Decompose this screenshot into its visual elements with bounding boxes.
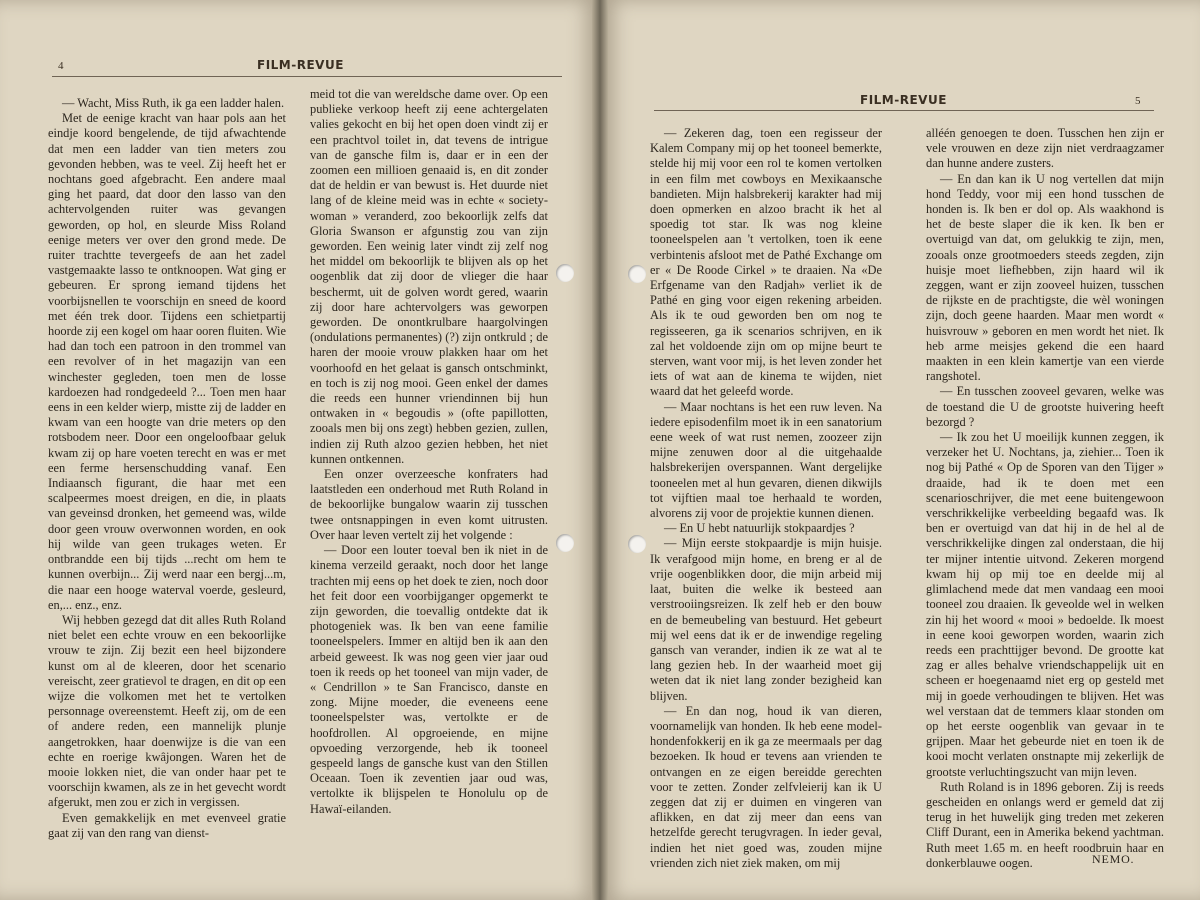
paragraph: — Wacht, Miss Ruth, ik ga een ladder halen.	[62, 96, 285, 110]
paragraph: Wij hebben gezegd dat dit alles Ruth Roland niet belet een echte vrouw en een bekoorlijke vrouw te zijn. Zij bezit een heel bijzondere kunst om al de kleeren, door het scenario vereischt, zeer gratievol te dragen, en dit op een wijze die volkomen met het te vertolken personnage overeenstemt. Heeft zij, om de een of andere reden, een mannelijk plunje aangetrokken, haar doenwijze is die van een echte en roerige kwâjongen. Waren het de mooie lokken niet, die van onder haar pet te voorschijn kwamen, als ze in het gevecht wordt afgerukt, men zou er zich in vergissen.	[48, 612, 286, 810]
punch-hole	[556, 264, 574, 282]
binding-gutter	[592, 0, 608, 900]
page-header: FILM-REVUE	[860, 93, 947, 107]
paragraph: Een onzer overzeesche konfraters had laatstleden een onderhoud met Ruth Roland in de bekoorlijke bungalow waarin zij tusschen twee ontsnappingen in even komt uitrusten. Over haar leven vertelt zij het volgende :	[310, 467, 548, 542]
paragraph: — En dan nog, houd ik van dieren, voornamelijk van honden. Ik heb eene model-hondenfokkerij en ik ga ze meermaals per dag bezoeken. Ik houd er tevens aan vrienden te ontvangen en ze eigen bereidde gerechten voor te zetten. Zonder zelfvleierij kan ik U zeggen dat zij er duimen en vingeren van aflikken, en dat zij meer dan eens van hetzelfde gerecht terugvragen. In ieder geval, indien het niet goed was, zouden mijne vrienden zich niet ziek maken, om mij	[650, 703, 882, 870]
right-column-1	[650, 126, 882, 871]
paragraph: — Door een louter toeval ben ik niet in de kinema verzeild geraakt, noch door het lange trachten mij eens op het doek te zien, noch door het feit door een voorbijganger opgemerkt te zijn geworden, die toevallig ontdekte dat ik photogeniek was. Ik ben van eene familie tooneelspelers. Immer en altijd ben ik aan den arbeid geweest. Ik was nog geen vier jaar oud toen ik reeds op het tooneel van mijn vader, de « Cendrillon » te San Francisco, danste en zong. Mijne moeder, die eveneens eene tooneelspelster was, vertolkte er de hoofdrollen. Al opgroeiende, en mijne opvoeding verzorgende, heb ik tooneel gespeeld langs de gansche kust van den Stillen Oceaan. Toen ik zeventien jaar oud was, vertolkte ik blijspelen te Honolulu op de Hawaï-eilanden.	[310, 543, 548, 816]
page-number: 5	[1135, 95, 1141, 107]
paragraph: Even gemakkelijk en met evenveel gratie gaat zij van den rang van dienst-	[48, 810, 286, 840]
page-header: FILM-REVUE	[257, 58, 344, 72]
right-column-2	[926, 126, 1164, 871]
paragraph: — Maar nochtans is het een ruw leven. Na iedere episodenfilm moet ik in een sanatorium eene week of wat rust nemen, zoozeer zijn mijne zenuwen door al die uitgehaalde halsbrekerijen overspannen. Want dergelijke tooneelen met al hun gevaren, dienen dikwijls tot vijftien maal toe herhaald te worden, alvorens zij voor de projektie kunnen dienen.	[650, 399, 882, 521]
paragraph: alléén genoegen te doen. Tusschen hen zijn er vele vrouwen en deze zijn niet verdraagzamer dan hunne andere zusters.	[926, 126, 1164, 171]
left-column-2	[310, 87, 548, 817]
paragraph: — En dan kan ik U nog vertellen dat mijn hond Teddy, voor mij een hond tusschen de honden is. Ik ben er dol op. Als waakhond is het de beste slaper die ik ken. Ik ben er overtuigd van dat, om gelukkig te zijn, men, zooals onze grootmoeders steeds zegden, zijn huisje moet liefhebben, zijn haard wil ik zeggen, want er zijn zooveel huizen, tusschen de rijkste en de prachtigste, die wèl woningen zijn, doch geene haarden. Maar men wordt « huisvrouw » geboren en men wordt het niet. Ik heb arme meisjes gekend die een haard maakten in een klein kamertje van een vierde rangshotel.	[926, 171, 1164, 384]
paragraph: Ruth Roland is in 1896 geboren. Zij is reeds gescheiden en onlangs werd er gemeld dat zij terug in het huwelijk ging treden met zekeren Cliff Durant, een in Amerika bekend yachtman. Ruth meet 1.65 m. en heeft roodbruin haar en donkerblauwe oogen.	[926, 779, 1164, 870]
paragraph: — Mijn eerste stokpaardje is mijn huisje. Ik verafgood mijn home, en breng er al de vrije oogenblikken door, die mijn arbeid mij laat, buiten die welke ik besteed aan verstrooiingsreizen. Ik zelf heb er den bouw en de bemeubeling van bestuurd. Het gebeurt mij wel eens dat ik er de inwendige regeling gansch van verander, indien ik ze wat al te lang gezien heb. In der waarheid moet gij weten dat ik niet lang zonder bezigheid kan blijven.	[650, 536, 882, 703]
paragraph: meid tot die van wereldsche dame over. Op een publieke verkoop heeft zij eene achtergelaten valies gekocht en bij het open doen vindt zij er een prachtvol toilet in, dat tevens de intrigue van de gansche film is, daar er in een der zoomen een millioen genaaid is, en dit zonder dat de heldin er van bewust is. Het duurde niet lang of de kleine meid was in echte « society-woman » veranderd, zoo bekoorlijk zelfs dat Gloria Swanson er afgunstig zou van zijn geworden. Een weinig later vindt zij zelf nog het middel om bekoorlijk te blijven als op het oogenblik dat zij door de vlieger die haar beschermt, uit de golven wordt gered, waarin zij door hare achtervolgers was geworpen geworden. De onontkrulbare haargolvingen (ondulations permanentes) (?) zijn ontkruld ; de haren der mooie vrouw plakken haar om het voorhoofd en het gelaat is gansch ontschminkt, en toch is zij nog mooi. Geen enkel der dames die reeds een hunner vriendinnen bij hun ontwaken in « begoudis » (ofte papillotten, zooals men bij ons zegt) hebben gezien, zullen, indien zij Ruth alzoo gezien hebben, het niet kunnen ontkennen.	[310, 87, 548, 466]
punch-hole	[628, 535, 646, 553]
paragraph: — Zekeren dag, toen een regisseur der Kalem Company mij op het tooneel bemerkte, stelde hij mij voor een rol te komen vertolken in een film met cowboys en Mexikaansche bandieten. Mijn halsbrekerij karakter had mij doen opmerken en alzoo bracht ik het al spoedig tot star. Ik was nog kleine tooneelspelen aan 't vertolken, toen ik eene verbintenis afsloot met de Pathé Exchange om er « De Roode Cirkel » te draaien. Na «De Erfgename van den Radjah» verliet ik de Pathé en ging voor eigen rekening arbeiden. Als ik te oud geworden ben om nog te regisseeren, ga ik scenarios schrijven, en ik zal het voldoende zijn om op mijne beurt te sterven, want voor mij, is het leven zonder het iets of wat aan de kinema te wijden, niet waard dat het geleefd worde.	[650, 126, 882, 399]
page-number: 4	[58, 60, 64, 72]
header-rule	[654, 110, 1154, 111]
paragraph: Met de eenige kracht van haar pols aan het eindje koord bengelende, de tijd afwachtende dat men een ladder van tien meters zou gevonden hebben, was te veel. Zij heeft het er nochtans goed afgebracht. Een andere maal ging het paard, dat door den lasso van den achtervolgenden ruiter was gevangen geworden, op hol, en sleurde Miss Roland eenige meters ver over den grond mede. De ruiter trachtte tevergeefs de aan het zadel vastgemaakte lasso te ontknoopen. Wat ging er gebeuren. Er sprong iemand tijdens het voorbijsnellen te voorschijn en sneed de koord met één trek door. Tijdens een schietpartij hoorde zij een kogel om haar ooren fluiten. Wie had dan toch een patroon in den trommel van een revolver of in het magazijn van een winchester gegleden, toen men de losse kardoezen had rondgedeeld ?... Toen men haar eens in een kelder wierp, mistte zij de ladder en kwam van een hoogte van drie meters op den rotsbodem neer. Door een ongeloofbaar geluk kwam zij op hare voeten terecht en was er met een ferme hersenschudding vanaf. Een Indiaansch figurant, die haar met een scalpeermes moest dreigen, en die, in plaats van geveinsd dronken, het gemeend was, wilde door geen vrouw overwonnen worden, en ook hij wilde van geen trukages weten. Er ontbrandde een bij tijds ...recht om hem te kunnen overbijn... Zij werd naar een bergj...m, die naar een hooge waterval voerde, gesleurd, en,... enz., enz.	[48, 111, 286, 612]
header-rule	[52, 76, 562, 77]
paragraph: — En tusschen zooveel gevaren, welke was de toestand die U de grootste huivering heeft bezorgd ?	[926, 384, 1164, 429]
punch-hole	[628, 265, 646, 283]
paragraph: — En U hebt natuurlijk stokpaardjes ?	[664, 521, 855, 536]
punch-hole	[556, 534, 574, 552]
author-signature: NEMO.	[1092, 852, 1135, 866]
left-page	[0, 0, 598, 900]
paragraph: — Ik zou het U moeilijk kunnen zeggen, ik verzeker het U. Nochtans, ja, ziehier... Toen ik nog bij Pathé « Op de Sporen van den Tijger » draaide, had ik te doen met een scenarioschrijver, die met eene buitengewoon verschrikkelijke verbeelding begaafd was. Ik ben er overtuigd van dat hij in de hel al de verschrikkelijke dingen zal onderstaan, die hij ter mijner intentie uitvond. Zekeren morgend kwam hij op mij toe en deelde mij al glimlachend mede dat men vandaag een mooi tooneel zou draaien. Ik geveolde wel in welken zin hij het woord « mooi » bedoelde. Ik moest in eene kooi geworpen worden, waarin zich reeds een prachttijger bevond. De grootte kat zag er alles behalve vriendschappelijk uit en scheen er hoegenaamd niet erg op gesteld met mij in goede verhoudingen te blijven. Het was wel verstaan dat de temmers klaar stonden om op het eerste oogenblik van gevaar in te grijpen. Maar het gebeurde niet en toen ik de kooi mocht verlaten onstnapte mij zekerlijk de grootste verluchtingszucht van mijn leven.	[926, 430, 1164, 779]
right-page	[602, 0, 1200, 900]
left-column-1	[48, 96, 286, 841]
